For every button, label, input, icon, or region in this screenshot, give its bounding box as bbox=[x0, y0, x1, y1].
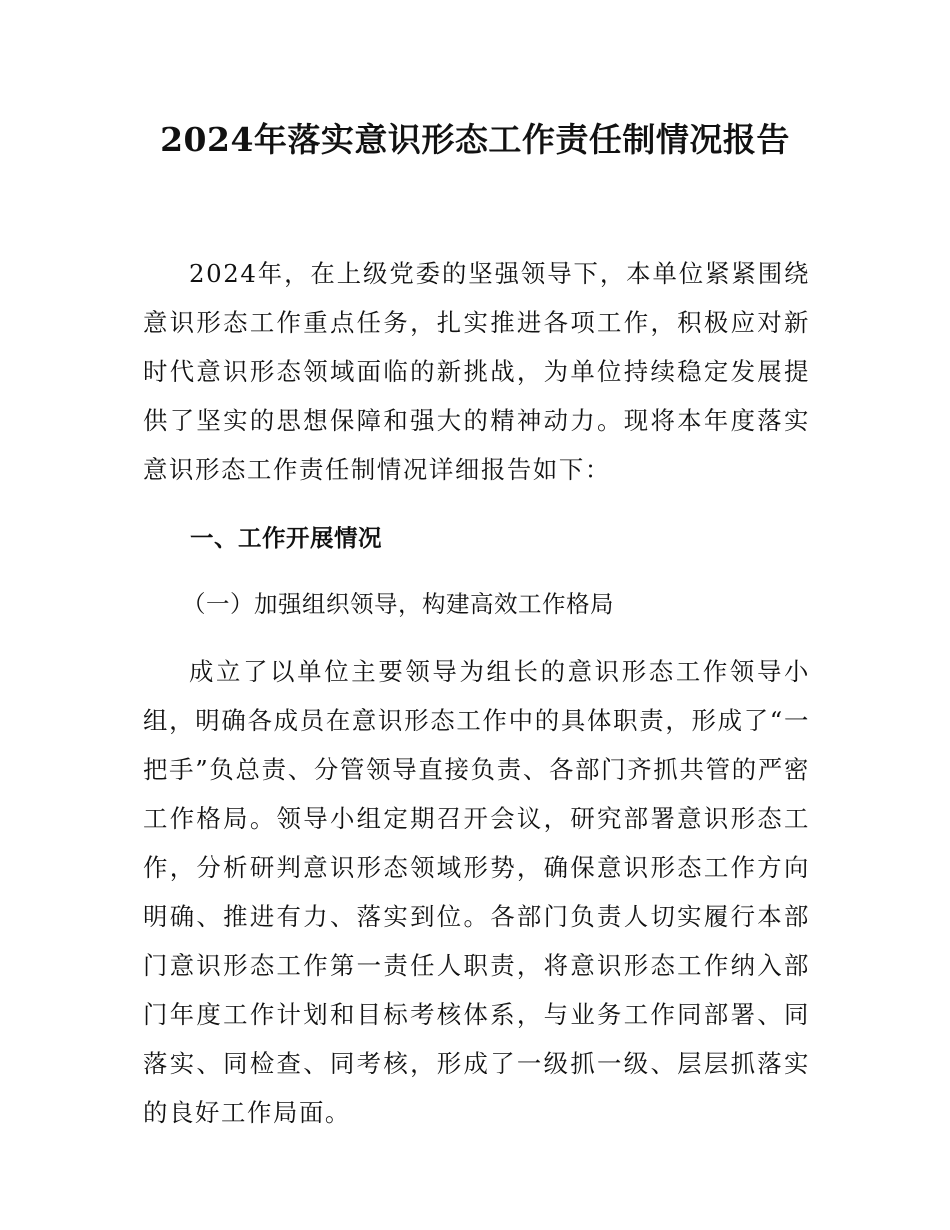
intro-paragraph: 2024年，在上级党委的坚强领导下，本单位紧紧围绕意识形态工作重点任务，扎实推进各项工作，积极应对新时代意识形态领域面临的新挑战，为单位持续稳定发展提供了坚实的思想保障和强大的精神动力。现将本年度落实意识形态工作责任制情况详细报告如下： bbox=[143, 259, 810, 484]
body-paragraph: 成立了以单位主要领导为组长的意识形态工作领导小组，明确各成员在意识形态工作中的具体职责，形成了“一把手”负总责、分管领导直接负责、各部门齐抓共管的严密工作格局。领导小组定期召开会议，研究部署意识形态工作，分析研判意识形态领域形势，确保意识形态工作方向明确、推进有力、落实到位。各部门负责人切实履行本部门意识形态工作第一责任人职责，将意识形态工作纳入部门年度工作计划和目标考核体系，与业务工作同部署、同落实、同检查、同考核，形成了一级抓一级、层层抓落实的良好工作局面。 bbox=[143, 657, 810, 1127]
document-title: 2024年落实意识形态工作责任制情况报告 bbox=[160, 120, 790, 159]
subsection-heading: （一）加强组织领导，构建高效工作格局 bbox=[182, 590, 614, 618]
section-heading: 一、工作开展情况 bbox=[190, 524, 382, 552]
